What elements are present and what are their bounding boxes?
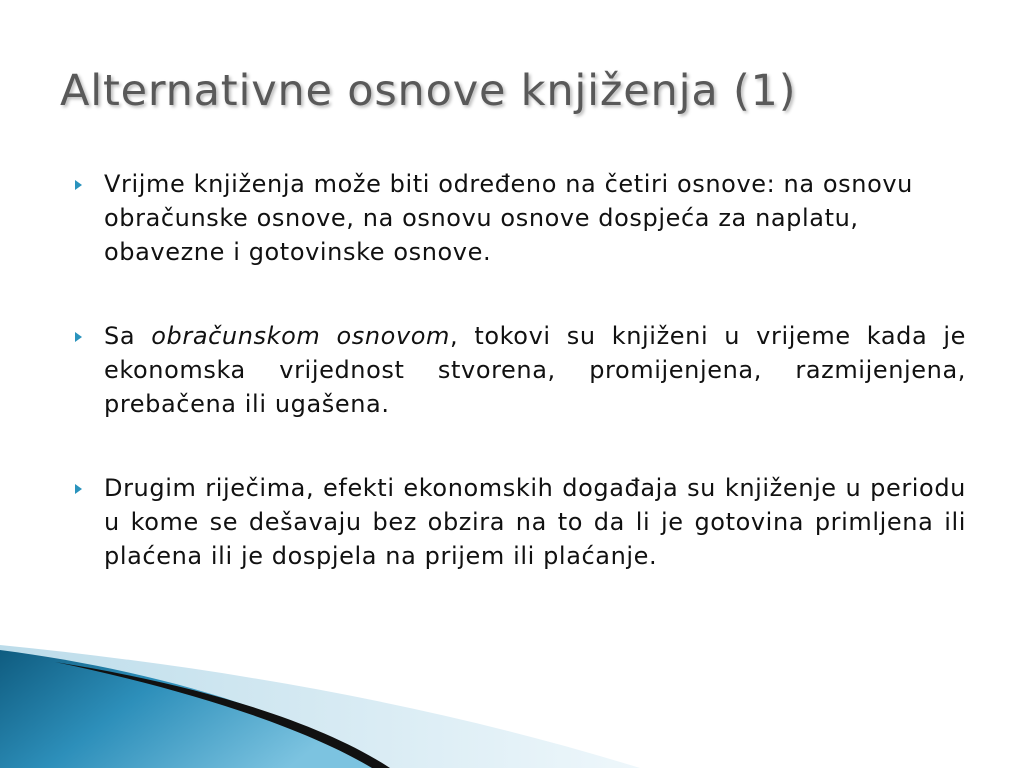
bullet-text-3: Drugim riječima, efekti ekonomskih događaja su knjiženje u periodu u kome se dešavaju bez obzira na to da li je gotovina primljena ili plaćena ili je dospjela na prijem ili plaćanje. [104,474,966,570]
wave-light-band [0,645,640,768]
triangle-right-icon [75,180,82,190]
bullet-text-2-before: Sa [104,322,152,350]
bullet-item-2 [72,319,966,421]
bullet-item-3 [72,471,966,573]
triangle-right-icon [75,332,82,342]
wave-blue-band [0,650,380,768]
triangle-right-icon [75,484,82,494]
bullet-item-1 [72,167,966,269]
slide-title: Alternativne osnove knjiženja (1) [60,66,797,116]
bullet-text-1: Vrijme knjiženja može biti određeno na četiri osnove: na osnovu obračunske osnove, na osnovu osnove dospjeća za naplatu, obavezne i gotovinske osnove. [104,170,913,266]
bullet-text-2-emphasis: obračunskom osnovom [151,322,451,350]
bullet-list [72,167,966,623]
wave-dark-stripe [55,662,390,768]
bullet-text-2-after: , tokovi su knjiženi u vrijeme kada je ekonomska vrijednost stvorena, promijenjena, razmijenjena, prebačena ili ugašena. [104,322,967,418]
